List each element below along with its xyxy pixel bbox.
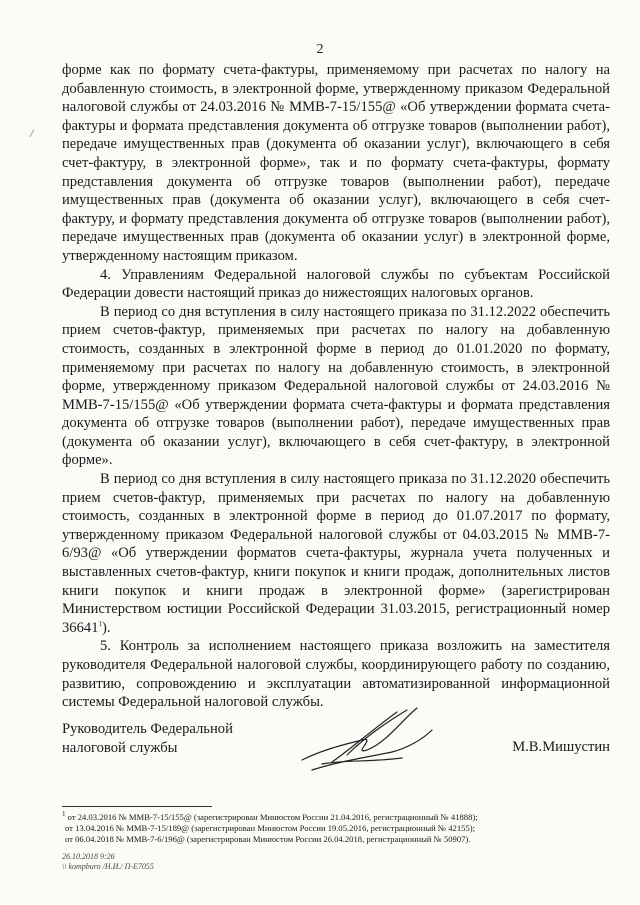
footnote-line: от 13.04.2016 № ММВ-7-15/189@ (зарегистрирован Минюстом России 19.05.2016, регистрационный № 42155); — [65, 823, 475, 834]
file-path: \\ kompburo /Н.И./ П-Е7055 — [62, 862, 154, 871]
footnote-marker: 1 — [62, 810, 66, 819]
handwritten-signature — [292, 700, 442, 780]
paragraph-period-2022: В период со дня вступления в силу настоящего приказа по 31.12.2022 обеспечить прием счетов-фактур, применяемых при расчетах по налогу на добавленную стоимость, созданных в электронной форме в период до 01.01.2020 по формату, применяемому при расчетах по налогу на добавленную стоимость, в электронной форме, утвержденному приказом Федеральной налоговой службы от 24.03.2016 № ММВ-7-15/155@ «Об утверждении формата счета-фактуры и формата представления документа об отгрузке товаров (выполнении работ), передаче имущественных прав (документа об оказании услуг), включающего в себя счет-фактуру, в электронной форме». — [62, 303, 610, 469]
signatory-title-line-1: Руководитель Федеральной — [62, 721, 233, 737]
paragraph-item-5: 5. Контроль за исполнением настоящего приказа возложить на заместителя руководителя Федеральной налоговой службы, координирующего работу по созданию, развитию, сопровождению и эксплуатации автоматизированной информационной системы Федеральной налоговой службы. — [62, 638, 610, 711]
document-body — [62, 61, 610, 712]
paragraph-continuation: форме как по формату счета-фактуры, применяемому при расчетах по налогу на добавленную стоимость, в электронной форме, утвержденному приказом Федеральной налоговой службы от 24.03.2016 № ММВ-7-15/155@ «Об утверждении формата счета-фактуры и формата представления документа об отгрузке товаров (выполнении работ), передаче имущественных прав (документа об оказании услуг), включающего в себя счет-фактуру, в электронной форме», так и по формату счета-фактуры, формату представления документа об отгрузке товаров (выполнении работ), передаче имущественных прав (документа об оказании услуг), включающего в себя счет-фактуру, и формату представления документа об отгрузке товаров (выполнении работ), передаче имущественных прав (документа об оказании услуг) в электронной форме, утвержденному настоящим приказом. — [62, 62, 610, 264]
paragraph-period-2020-end: ). — [101, 619, 111, 636]
signature-block — [62, 720, 610, 770]
footnotes — [62, 812, 622, 846]
signatory-name: М.В.Мишустин — [512, 739, 610, 755]
footnote-line: от 06.04.2018 № ММВ-7-6/196@ (зарегистрирован Минюстом России 26.04.2018, регистрационный № 50907). — [65, 834, 471, 845]
page-number: 2 — [316, 42, 324, 57]
paragraph-item-4: 4. Управлениям Федеральной налоговой службы по субъектам Российской Федерации довести настоящий приказ до нижестоящих налоговых органов. — [62, 266, 610, 302]
signatory-title-line-2: налоговой службы — [62, 739, 178, 756]
signatory-title — [62, 720, 233, 757]
paragraph-period-2020-text: В период со дня вступления в силу настоящего приказа по 31.12.2020 обеспечить прием счетов-фактур, применяемых при расчетах по налогу на добавленную стоимость, созданных в электронной форме в период до 01.07.2017 по формату, утвержденному приказом Федеральной налоговой службы от 04.03.2015 № ММВ-7-6/93@ «Об утверждении форматов счета-фактуры, журнала учета полученных и выставленных счетов-фактур, книги покупок и книги продаж, дополнительных листов книги покупок и книги продаж в электронной форме» (зарегистрирован Министерством юстиции Российской Федерации 31.03.2015, регистрационный номер 36641 — [62, 471, 610, 636]
service-info — [62, 852, 154, 872]
paragraph-period-2020 — [62, 470, 610, 637]
footnote-divider — [62, 806, 212, 807]
print-timestamp: 26.10.2018 9:26 — [62, 852, 115, 861]
footnote-line: $^1$ от 24.03.2016 № ММВ-7-15/155@ (зарегистрирован Минюстом России 21.04.2016, регистрационный № 41888); — [62, 810, 478, 822]
footnote-reference: 1 — [98, 619, 102, 628]
margin-annotation: / — [30, 126, 34, 140]
